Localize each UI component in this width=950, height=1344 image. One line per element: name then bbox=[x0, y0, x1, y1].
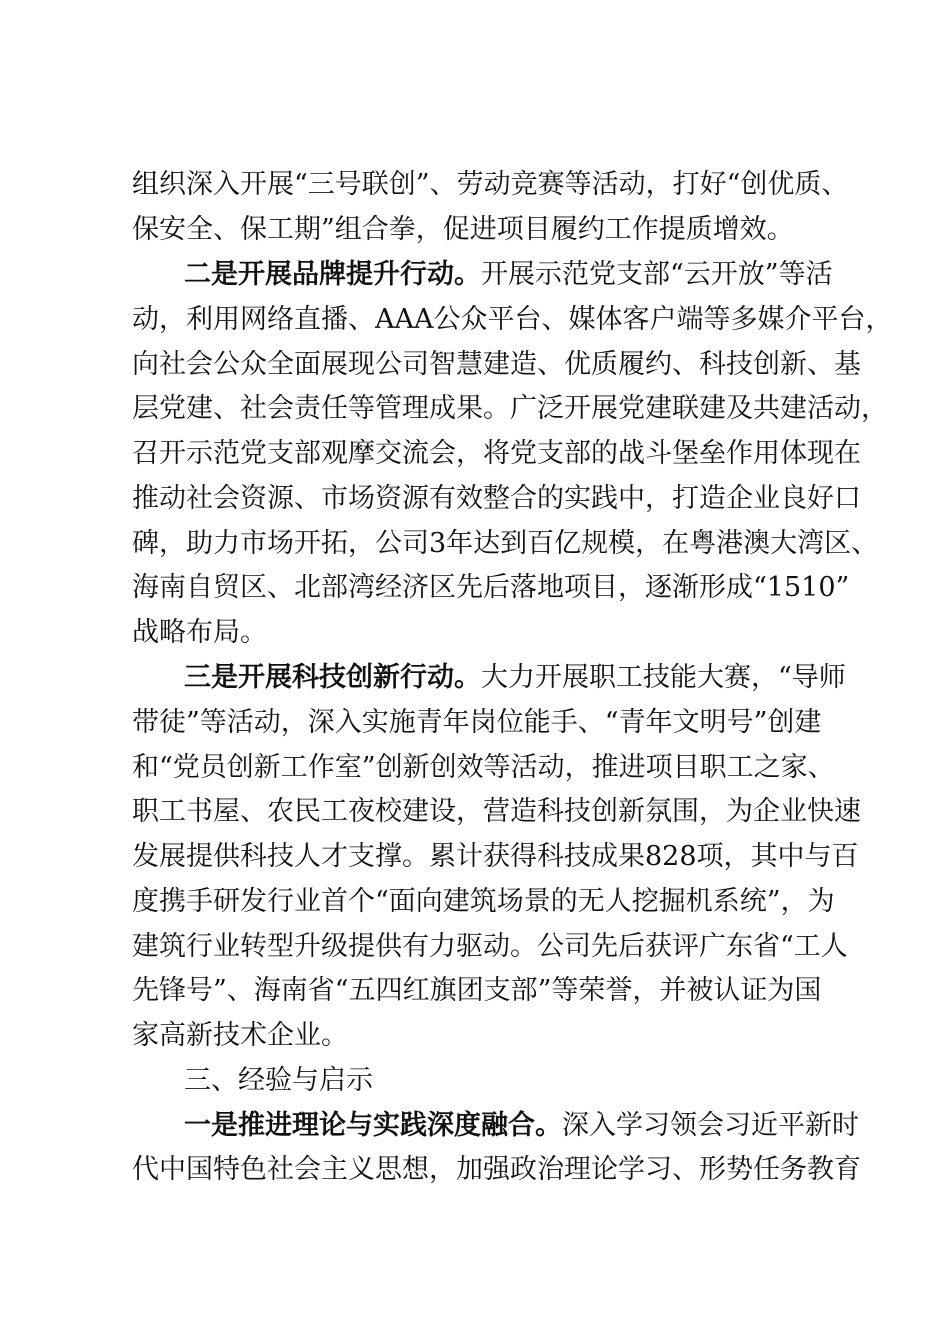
text-line: 推动社会资源、市场资源有效整合的实践中，打造企业良好口 bbox=[132, 483, 861, 514]
section-heading: 三、经验与启示 bbox=[184, 1065, 373, 1096]
paragraph-text: 开展示范党支部“云开放”等活 bbox=[481, 259, 833, 290]
text-line: 家高新技术企业。 bbox=[132, 1020, 348, 1051]
paragraph-lead bbox=[184, 252, 832, 298]
text-line: 发展提供科技人才支撑。累计获得科技成果828项，其中与百 bbox=[132, 841, 859, 872]
text-line: 组织深入开展“三号联创”、劳动竞赛等活动，打好“创优质、 bbox=[132, 169, 849, 200]
text-line: 碑，助力市场开拓，公司3年达到百亿规模，在粤港澳大湾区、 bbox=[132, 528, 879, 559]
paragraph-text: 深入学习领会习近平新时 bbox=[562, 1110, 859, 1141]
text-line: 建筑行业转型升级提供有力驱动。公司先后获评广东省“工人 bbox=[132, 931, 848, 962]
text-line: 度携手研发行业首个“面向建筑场景的无人挖掘机系统”，为 bbox=[132, 886, 835, 917]
text-line: 动，利用网络直播、AAA公众平台、媒体客户端等多媒介平台， bbox=[132, 304, 893, 335]
text-line: 向社会公众全面展现公司智慧建造、优质履约、科技创新、基 bbox=[132, 349, 861, 380]
text-line: 带徒”等活动，深入实施青年岗位能手、“青年文明号”创建 bbox=[132, 707, 822, 738]
text-line: 战略布局。 bbox=[132, 617, 267, 648]
bold-heading: 一是推进理论与实践深度融合。 bbox=[184, 1110, 562, 1141]
text-line: 海南自贸区、北部湾经济区先后落地项目，逐渐形成“1510” bbox=[132, 572, 850, 603]
text-line: 职工书屋、农民工夜校建设，营造科技创新氛围，为企业快速 bbox=[132, 796, 861, 827]
text-line: 先锋号”、海南省“五四红旗团支部”等荣誉，并被认证为国 bbox=[132, 975, 822, 1006]
paragraph-text: 大力开展职工技能大赛，“导师 bbox=[481, 662, 846, 693]
text-line: 代中国特色社会主义思想，加强政治理论学习、形势任务教育 bbox=[132, 1154, 861, 1185]
text-line: 保安全、保工期”组合拳，促进项目履约工作提质增效。 bbox=[132, 214, 794, 245]
bold-heading: 三是开展科技创新行动。 bbox=[184, 662, 481, 693]
text-line: 召开示范党支部观摩交流会，将党支部的战斗堡垒作用体现在 bbox=[132, 438, 861, 469]
bold-heading: 二是开展品牌提升行动。 bbox=[184, 259, 481, 290]
paragraph-lead bbox=[184, 1103, 859, 1149]
text-line: 和“党员创新工作室”创新创效等活动，推进项目职工之家、 bbox=[132, 752, 835, 783]
paragraph-lead bbox=[184, 655, 846, 701]
text-line: 层党建、社会责任等管理成果。广泛开展党建联建及共建活动， bbox=[132, 393, 888, 424]
